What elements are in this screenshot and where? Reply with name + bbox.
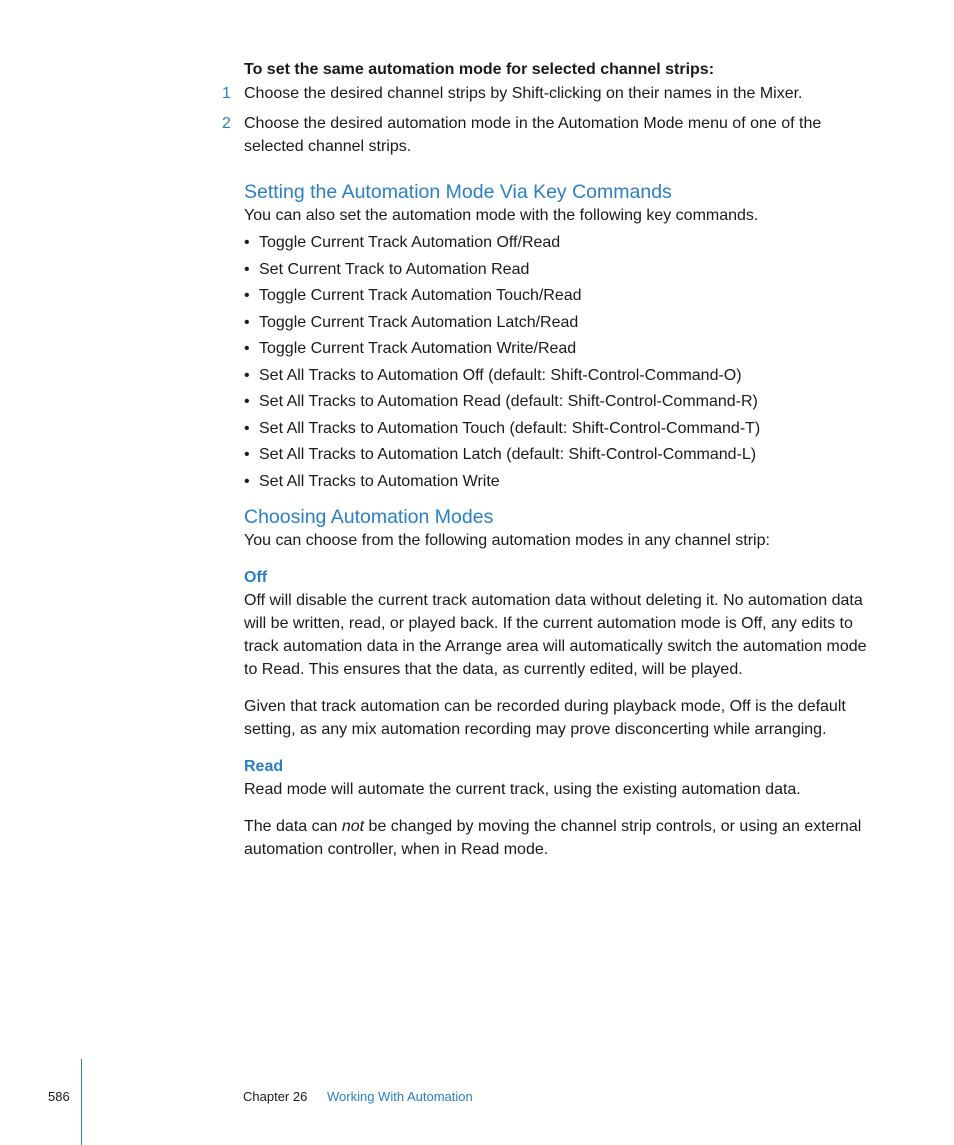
list-item: [244, 284, 869, 307]
section-intro: You can choose from the following automation modes in any channel strip:: [244, 531, 770, 549]
bullet-icon: •: [244, 446, 250, 463]
list-item-text: Set All Tracks to Automation Write: [259, 472, 500, 490]
step-number: 2: [222, 115, 231, 132]
list-item-text: Toggle Current Track Automation Write/Read: [259, 340, 577, 357]
step-number: 1: [222, 85, 231, 102]
bullet-icon: •: [244, 393, 250, 410]
footer-divider: [81, 1059, 82, 1145]
bullet-icon: •: [244, 419, 250, 437]
bullet-icon: •: [244, 366, 250, 384]
list-item: [244, 443, 869, 466]
procedure-step: [222, 112, 869, 158]
list-item: [244, 311, 869, 334]
list-item: [244, 231, 869, 254]
key-command-list: [244, 231, 869, 493]
list-item-text: Toggle Current Track Automation Latch/Read: [259, 313, 579, 331]
step-text: Choose the desired channel strips by Shift-clicking on their names in the Mixer.: [244, 85, 803, 102]
procedure-steps: [222, 82, 869, 158]
off-paragraph-1: Off will disable the current track automation data without deleting it. No automation data will be written, read, or played back. If the current automation mode is Off, any edits to track automation data in the Arrange area will automatically switch the automation mode to Read. This ensures that the data, as currently edited, will be played.: [244, 591, 867, 678]
list-item-text: Toggle Current Track Automation Off/Read: [259, 234, 561, 251]
list-item-text: Set All Tracks to Automation Off (default: Shift-Control-Command-O): [259, 366, 742, 384]
list-item: [244, 470, 869, 493]
procedure-title: To set the same automation mode for selected channel strips:: [244, 61, 715, 78]
bullet-icon: •: [244, 340, 250, 357]
step-text: Choose the desired automation mode in the Automation Mode menu of one of the selected channel strips.: [244, 115, 822, 155]
read-paragraph-2: [244, 815, 869, 861]
emphasis-not: not: [341, 817, 365, 835]
section-intro: You can also set the automation mode with the following key commands.: [244, 207, 759, 224]
read-paragraph-2-start: The data can: [244, 817, 342, 835]
list-item-text: Set All Tracks to Automation Latch (default: Shift-Control-Command-L): [259, 446, 757, 463]
bullet-icon: •: [244, 472, 250, 490]
read-paragraph-1: Read mode will automate the current track, using the existing automation data.: [244, 780, 801, 798]
page-content: [222, 58, 869, 861]
procedure-step: [222, 82, 869, 105]
list-item: [244, 337, 869, 360]
chapter-label: Chapter 26: [243, 1089, 308, 1104]
bullet-icon: •: [244, 287, 250, 304]
bullet-icon: •: [244, 234, 250, 251]
page-number: 586: [48, 1089, 70, 1104]
list-item-text: Set Current Track to Automation Read: [259, 260, 530, 278]
chapter-title: Working With Automation: [327, 1089, 473, 1104]
bullet-icon: •: [244, 313, 250, 331]
off-paragraph-2: Given that track automation can be recorded during playback mode, Off is the default setting, as any mix automation recording may prove disconcerting while arranging.: [244, 697, 846, 738]
list-item: [244, 258, 869, 281]
section-heading-choosing-modes: Choosing Automation Modes: [244, 505, 494, 528]
read-paragraph-2-end: be changed by moving the channel strip controls, or using an external automation controller, when in Read mode.: [244, 817, 862, 858]
list-item-text: Toggle Current Track Automation Touch/Read: [259, 287, 582, 304]
section-heading-key-commands: Setting the Automation Mode Via Key Commands: [244, 181, 672, 203]
list-item: [244, 390, 869, 413]
bullet-icon: •: [244, 260, 250, 278]
subheading-off: Off: [244, 568, 268, 586]
subheading-read: Read: [244, 757, 284, 775]
list-item: [244, 364, 869, 387]
list-item-text: Set All Tracks to Automation Touch (default: Shift-Control-Command-T): [259, 419, 761, 437]
list-item-text: Set All Tracks to Automation Read (default: Shift-Control-Command-R): [259, 393, 758, 410]
list-item: [244, 417, 869, 440]
